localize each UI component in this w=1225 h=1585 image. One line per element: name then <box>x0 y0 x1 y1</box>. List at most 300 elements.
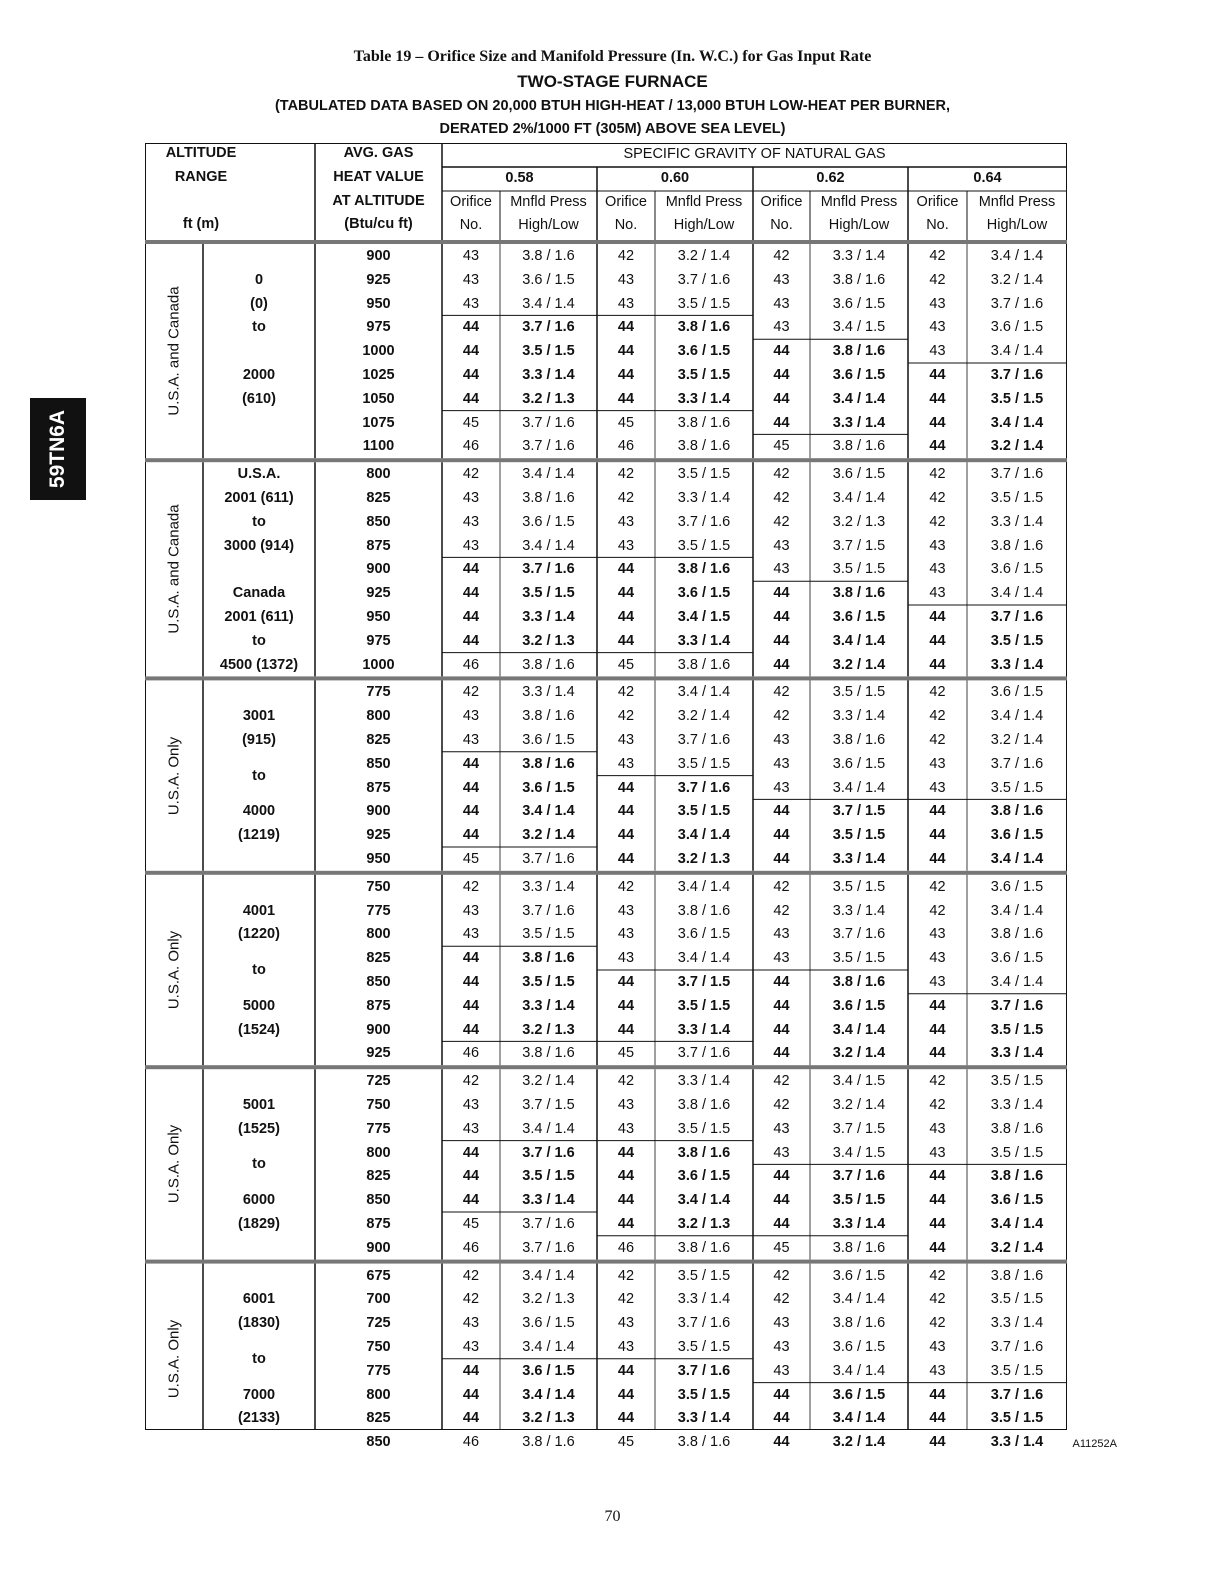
pressure-cell: 3.6 / 1.5 <box>677 342 731 359</box>
pressure-cell: 3.3 / 1.4 <box>677 489 731 506</box>
pressure-cell: 3.7 / 1.6 <box>522 414 575 431</box>
orifice-cell: 44 <box>929 608 946 625</box>
orifice-cell: 43 <box>773 1362 790 1379</box>
pressure-cell: 3.4 / 1.4 <box>522 1338 575 1355</box>
pressure-cell: 3.8 / 1.6 <box>677 1433 731 1450</box>
orifice-cell: 46 <box>462 656 480 673</box>
pressure-cell: 3.3 / 1.4 <box>677 1072 731 1089</box>
heat-value-cell: 875 <box>366 537 391 554</box>
pressure-cell: 3.3 / 1.4 <box>990 1433 1044 1450</box>
pressure-cell: 3.5 / 1.5 <box>677 1267 731 1284</box>
orifice-cell: 42 <box>773 513 790 530</box>
orifice-cell: 42 <box>773 707 790 724</box>
pressure-cell: 3.3 / 1.4 <box>677 1021 731 1038</box>
altitude-range-text: (1829) <box>238 1215 280 1232</box>
heat-value-cell: 750 <box>366 1338 391 1355</box>
orifice-cell: 43 <box>462 513 480 530</box>
orifice-cell: 43 <box>617 902 635 919</box>
specific-gravity-header: SPECIFIC GRAVITY OF NATURAL GAS <box>623 145 886 162</box>
orifice-cell: 42 <box>773 902 790 919</box>
pressure-cell: 3.5 / 1.5 <box>990 1072 1044 1089</box>
orifice-cell: 43 <box>462 926 480 943</box>
orifice-cell: 44 <box>617 1386 635 1403</box>
altitude-range-text: 2001 (611) <box>224 608 294 625</box>
orifice-cell: 42 <box>773 1291 790 1308</box>
orifice-cell: 44 <box>462 779 480 796</box>
region-label: U.S.A. Only <box>165 930 183 1010</box>
model-side-tab <box>30 398 86 500</box>
orifice-cell: 42 <box>617 489 635 506</box>
altitude-range-text: (610) <box>242 390 276 407</box>
group-separator-band <box>145 458 1067 462</box>
pressure-cell: 3.4 / 1.4 <box>677 1191 731 1208</box>
heat-value-cell: 800 <box>366 707 391 724</box>
altitude-range-text: to <box>252 1350 266 1367</box>
orifice-cell: 43 <box>462 731 480 748</box>
altitude-range-text: 2000 <box>242 366 276 383</box>
orifice-cell: 43 <box>462 247 480 264</box>
pressure-cell: 3.3 / 1.4 <box>832 850 886 867</box>
orifice-cell: 43 <box>773 295 790 312</box>
orifice-cell: 43 <box>929 949 946 966</box>
heat-value-cell: 800 <box>366 926 391 943</box>
pressure-cell: 3.5 / 1.5 <box>677 366 731 383</box>
pressure-cell: 3.8 / 1.6 <box>832 973 886 990</box>
heat-value-header: AT ALTITUDE <box>332 192 425 209</box>
pressure-cell: 3.7 / 1.6 <box>990 755 1044 772</box>
orifice-cell: 44 <box>929 803 946 820</box>
orifice-cell: 44 <box>462 561 480 578</box>
orifice-cell: 44 <box>462 803 480 820</box>
altitude-range-text: to <box>252 767 266 784</box>
pressure-cell: 3.8 / 1.6 <box>832 438 886 455</box>
orifice-cell: 43 <box>617 926 635 943</box>
pressure-cell: 3.6 / 1.5 <box>677 584 731 601</box>
pressure-cell: 3.7 / 1.6 <box>990 295 1044 312</box>
orifice-cell: 44 <box>773 656 790 673</box>
orifice-cell: 44 <box>617 1191 635 1208</box>
orifice-cell: 42 <box>773 489 790 506</box>
orifice-cell: 44 <box>617 997 635 1014</box>
figure-code: A11252A <box>1072 1438 1117 1450</box>
pressure-cell: 3.4 / 1.5 <box>677 608 731 625</box>
altitude-range-text: (915) <box>242 731 276 748</box>
pressure-cell: 3.8 / 1.6 <box>990 1120 1044 1137</box>
table-note-line1: (TABULATED DATA BASED ON 20,000 BTUH HIGH-HEAT / 13,000 BTUH LOW-HEAT PER BURNER, <box>274 98 951 114</box>
orifice-cell: 43 <box>617 949 635 966</box>
pressure-cell: 3.5 / 1.5 <box>990 779 1044 796</box>
orifice-cell: 46 <box>462 1433 480 1450</box>
pressure-cell: 3.8 / 1.6 <box>677 1239 731 1256</box>
pressure-cell: 3.5 / 1.5 <box>990 1144 1044 1161</box>
pressure-cell: 3.2 / 1.4 <box>990 1239 1044 1256</box>
heat-value-cell: 775 <box>366 684 391 701</box>
heat-value-cell: 850 <box>366 1433 391 1450</box>
orifice-cell: 44 <box>773 1215 790 1232</box>
orifice-cell: 43 <box>462 707 480 724</box>
orifice-cell: 43 <box>617 1120 635 1137</box>
orifice-cell: 44 <box>773 390 790 407</box>
orifice-cell: 42 <box>462 878 480 895</box>
page-number: 70 <box>604 1508 621 1525</box>
gravity-header: 0.58 <box>505 169 534 186</box>
pressure-cell: 3.3 / 1.4 <box>677 1410 731 1427</box>
heat-value-cell: 975 <box>366 632 391 649</box>
orifice-cell: 46 <box>617 1239 635 1256</box>
pressure-cell: 3.7 / 1.5 <box>832 803 886 820</box>
heat-value-cell: 1050 <box>362 390 395 407</box>
orifice-cell: 42 <box>773 247 790 264</box>
pressure-cell: 3.5 / 1.5 <box>677 803 731 820</box>
pressure-cell: 3.5 / 1.5 <box>677 537 731 554</box>
orifice-cell: 42 <box>929 489 946 506</box>
orifice-cell: 45 <box>617 414 635 431</box>
orifice-cell: 44 <box>929 390 946 407</box>
orifice-cell: 43 <box>773 537 790 554</box>
heat-value-cell: 800 <box>366 1386 391 1403</box>
region-label: U.S.A. and Canada <box>165 286 183 416</box>
heat-value-cell: 825 <box>366 949 391 966</box>
pressure-cell: 3.3 / 1.4 <box>990 1096 1044 1113</box>
orifice-cell: 44 <box>773 632 790 649</box>
orifice-cell: 44 <box>773 1191 790 1208</box>
orifice-cell: 44 <box>617 973 635 990</box>
orifice-cell: 45 <box>462 850 480 867</box>
altitude-range-text: 4001 <box>242 902 276 919</box>
altitude-range-text: to <box>252 632 266 649</box>
orifice-cell: 44 <box>929 1410 946 1427</box>
heat-value-cell: 925 <box>366 826 391 843</box>
orifice-cell: 42 <box>773 1072 790 1089</box>
orifice-cell: 44 <box>773 1168 790 1185</box>
altitude-range-text: (1830) <box>238 1314 280 1331</box>
pressure-cell: 3.3 / 1.4 <box>832 707 886 724</box>
pressure-cell: 3.8 / 1.6 <box>832 1239 886 1256</box>
altitude-range-text: to <box>252 319 266 336</box>
orifice-cell: 44 <box>773 803 790 820</box>
pressure-cell: 3.5 / 1.5 <box>522 926 575 943</box>
heat-value-cell: 775 <box>366 1120 391 1137</box>
pressure-cell: 3.2 / 1.3 <box>522 1291 575 1308</box>
pressure-cell: 3.3 / 1.4 <box>522 684 575 701</box>
orifice-cell: 45 <box>462 1215 480 1232</box>
pressure-cell: 3.2 / 1.4 <box>832 1045 886 1062</box>
orifice-cell: 45 <box>462 414 480 431</box>
group-separator-band <box>145 1065 1067 1069</box>
orifice-cell: 44 <box>773 608 790 625</box>
altitude-range-text: 4500 (1372) <box>219 656 299 673</box>
altitude-range-text: (1220) <box>238 926 280 943</box>
orifice-cell: 44 <box>929 826 946 843</box>
orifice-cell: 42 <box>929 271 946 288</box>
pressure-cell: 3.2 / 1.4 <box>677 707 731 724</box>
pressure-header: High/Low <box>518 216 579 233</box>
pressure-cell: 3.6 / 1.5 <box>990 1191 1044 1208</box>
heat-value-cell: 750 <box>366 878 391 895</box>
pressure-cell: 3.3 / 1.4 <box>990 1314 1044 1331</box>
orifice-cell: 44 <box>462 1021 480 1038</box>
orifice-cell: 42 <box>929 1072 946 1089</box>
pressure-cell: 3.5 / 1.5 <box>677 465 731 482</box>
orifice-cell: 44 <box>773 1386 790 1403</box>
pressure-cell: 3.6 / 1.5 <box>832 1338 886 1355</box>
pressure-cell: 3.6 / 1.5 <box>832 1267 886 1284</box>
pressure-cell: 3.4 / 1.4 <box>522 537 575 554</box>
orifice-cell: 44 <box>462 608 480 625</box>
orifice-cell: 43 <box>773 926 790 943</box>
heat-value-header: AVG. GAS <box>343 144 414 161</box>
pressure-cell: 3.6 / 1.5 <box>832 608 886 625</box>
pressure-cell: 3.7 / 1.6 <box>677 513 731 530</box>
table-title: Table 19 – Orifice Size and Manifold Pressure (In. W.C.) for Gas Input Rate <box>353 48 872 65</box>
pressure-cell: 3.4 / 1.4 <box>522 1386 575 1403</box>
pressure-cell: 3.4 / 1.4 <box>832 1362 886 1379</box>
orifice-cell: 44 <box>617 342 635 359</box>
orifice-cell: 44 <box>617 1410 635 1427</box>
orifice-header: No. <box>770 216 793 233</box>
orifice-cell: 42 <box>617 247 635 264</box>
pressure-cell: 3.5 / 1.5 <box>990 1362 1044 1379</box>
region-label: U.S.A. Only <box>165 736 183 815</box>
pressure-cell: 3.3 / 1.4 <box>990 656 1044 673</box>
pressure-cell: 3.7 / 1.6 <box>522 438 575 455</box>
pressure-cell: 3.6 / 1.5 <box>832 755 886 772</box>
pressure-cell: 3.4 / 1.4 <box>677 949 731 966</box>
orifice-cell: 46 <box>462 1045 480 1062</box>
altitude-range-text: 3000 (914) <box>223 537 295 554</box>
orifice-cell: 43 <box>617 1338 635 1355</box>
pressure-cell: 3.6 / 1.5 <box>832 295 886 312</box>
pressure-cell: 3.5 / 1.5 <box>990 1291 1044 1308</box>
pressure-cell: 3.8 / 1.6 <box>832 342 886 359</box>
pressure-cell: 3.6 / 1.5 <box>832 1386 886 1403</box>
orifice-cell: 45 <box>773 1239 790 1256</box>
pressure-cell: 3.7 / 1.6 <box>677 271 731 288</box>
pressure-cell: 3.7 / 1.6 <box>677 1314 731 1331</box>
orifice-cell: 42 <box>929 684 946 701</box>
altitude-header: ft (m) <box>182 215 220 232</box>
pressure-cell: 3.8 / 1.6 <box>522 1045 575 1062</box>
orifice-cell: 42 <box>773 1096 790 1113</box>
orifice-cell: 45 <box>617 656 635 673</box>
orifice-cell: 44 <box>617 561 635 578</box>
heat-value-cell: 900 <box>366 561 391 578</box>
group-separator-band <box>145 1260 1067 1264</box>
pressure-cell: 3.2 / 1.4 <box>522 826 575 843</box>
orifice-cell: 44 <box>773 997 790 1014</box>
orifice-cell: 43 <box>462 1120 480 1137</box>
orifice-cell: 43 <box>929 561 946 578</box>
orifice-cell: 43 <box>929 295 946 312</box>
pressure-cell: 3.4 / 1.4 <box>677 684 731 701</box>
heat-value-cell: 925 <box>366 1045 391 1062</box>
orifice-cell: 43 <box>462 1314 480 1331</box>
region-label: U.S.A. Only <box>165 1125 183 1204</box>
altitude-range-text: 2001 (611) <box>224 489 294 506</box>
pressure-cell: 3.5 / 1.5 <box>990 632 1044 649</box>
altitude-range-text: 5000 <box>242 997 276 1014</box>
orifice-cell: 43 <box>929 319 946 336</box>
orifice-cell: 42 <box>929 902 946 919</box>
orifice-cell: 42 <box>617 878 635 895</box>
pressure-cell: 3.4 / 1.4 <box>522 1267 575 1284</box>
pressure-cell: 3.4 / 1.4 <box>990 902 1044 919</box>
pressure-cell: 3.4 / 1.4 <box>832 1291 886 1308</box>
pressure-cell: 3.5 / 1.5 <box>677 1386 731 1403</box>
pressure-cell: 3.7 / 1.6 <box>990 1338 1044 1355</box>
orifice-cell: 44 <box>617 779 635 796</box>
pressure-cell: 3.7 / 1.6 <box>677 779 731 796</box>
pressure-cell: 3.8 / 1.6 <box>832 271 886 288</box>
pressure-header: High/Low <box>986 216 1048 233</box>
orifice-cell: 43 <box>617 513 635 530</box>
pressure-cell: 3.7 / 1.6 <box>677 731 731 748</box>
orifice-cell: 44 <box>929 1168 946 1185</box>
pressure-cell: 3.8 / 1.6 <box>522 489 575 506</box>
orifice-cell: 43 <box>617 271 635 288</box>
orifice-cell: 44 <box>929 1239 946 1256</box>
pressure-cell: 3.3 / 1.4 <box>677 1291 731 1308</box>
pressure-cell: 3.4 / 1.4 <box>990 850 1044 867</box>
heat-value-cell: 900 <box>366 1021 391 1038</box>
pressure-cell: 3.3 / 1.4 <box>832 247 886 264</box>
orifice-cell: 44 <box>462 949 480 966</box>
orifice-cell: 42 <box>617 1267 635 1284</box>
pressure-cell: 3.8 / 1.6 <box>522 755 575 772</box>
pressure-cell: 3.2 / 1.4 <box>990 271 1044 288</box>
orifice-cell: 44 <box>929 656 946 673</box>
pressure-cell: 3.7 / 1.5 <box>677 973 731 990</box>
orifice-cell: 42 <box>929 465 946 482</box>
altitude-range-text: 5001 <box>242 1096 276 1113</box>
orifice-cell: 44 <box>773 973 790 990</box>
pressure-cell: 3.3 / 1.4 <box>832 414 886 431</box>
pressure-cell: 3.2 / 1.4 <box>832 1096 886 1113</box>
pressure-cell: 3.5 / 1.5 <box>832 561 886 578</box>
pressure-cell: 3.5 / 1.5 <box>522 1168 575 1185</box>
orifice-cell: 44 <box>617 803 635 820</box>
orifice-cell: 44 <box>929 1215 946 1232</box>
pressure-cell: 3.5 / 1.5 <box>990 1410 1044 1427</box>
heat-value-cell: 850 <box>366 513 391 530</box>
orifice-cell: 43 <box>773 1120 790 1137</box>
heat-value-header: (Btu/cu ft) <box>344 215 413 232</box>
heat-value-cell: 875 <box>366 779 391 796</box>
pressure-cell: 3.5 / 1.5 <box>832 878 886 895</box>
orifice-cell: 43 <box>929 1338 946 1355</box>
pressure-cell: 3.5 / 1.5 <box>990 1021 1044 1038</box>
orifice-cell: 44 <box>617 319 635 336</box>
orifice-cell: 44 <box>462 584 480 601</box>
pressure-header: High/Low <box>828 216 890 233</box>
orifice-table <box>145 143 1067 1450</box>
pressure-cell: 3.8 / 1.6 <box>677 1144 731 1161</box>
pressure-cell: 3.6 / 1.5 <box>990 826 1044 843</box>
pressure-header: Mnfld Press <box>820 193 898 210</box>
pressure-cell: 3.5 / 1.5 <box>832 684 886 701</box>
altitude-range-text: to <box>252 513 266 530</box>
pressure-cell: 3.8 / 1.6 <box>522 707 575 724</box>
pressure-cell: 3.2 / 1.4 <box>677 247 731 264</box>
orifice-cell: 44 <box>929 1433 946 1450</box>
orifice-cell: 43 <box>462 902 480 919</box>
orifice-cell: 43 <box>929 1120 946 1137</box>
pressure-cell: 3.2 / 1.4 <box>832 656 886 673</box>
heat-value-cell: 950 <box>366 608 391 625</box>
orifice-header: Orifice <box>760 193 803 210</box>
heat-value-cell: 1000 <box>362 656 395 673</box>
orifice-cell: 44 <box>773 1410 790 1427</box>
pressure-cell: 3.5 / 1.5 <box>522 973 575 990</box>
orifice-header: Orifice <box>450 193 492 210</box>
pressure-cell: 3.6 / 1.5 <box>522 1314 575 1331</box>
altitude-range-text: to <box>252 961 266 978</box>
pressure-cell: 3.5 / 1.5 <box>522 584 575 601</box>
orifice-cell: 43 <box>617 295 635 312</box>
pressure-cell: 3.2 / 1.3 <box>522 390 575 407</box>
altitude-range-text: (1219) <box>238 826 280 843</box>
orifice-cell: 42 <box>462 1267 480 1284</box>
pressure-cell: 3.7 / 1.6 <box>832 926 886 943</box>
pressure-cell: 3.5 / 1.5 <box>832 949 886 966</box>
pressure-cell: 3.6 / 1.5 <box>522 513 575 530</box>
orifice-cell: 42 <box>617 707 635 724</box>
pressure-cell: 3.2 / 1.4 <box>990 438 1044 455</box>
heat-value-cell: 775 <box>366 1362 391 1379</box>
pressure-cell: 3.8 / 1.6 <box>832 731 886 748</box>
orifice-cell: 44 <box>462 1362 480 1379</box>
orifice-cell: 44 <box>617 366 635 383</box>
pressure-cell: 3.3 / 1.4 <box>832 1215 886 1232</box>
orifice-cell: 43 <box>462 295 480 312</box>
pressure-cell: 3.2 / 1.3 <box>522 1410 575 1427</box>
pressure-cell: 3.8 / 1.6 <box>522 247 575 264</box>
orifice-cell: 43 <box>929 755 946 772</box>
pressure-cell: 3.7 / 1.6 <box>990 366 1044 383</box>
pressure-cell: 3.7 / 1.6 <box>522 1215 575 1232</box>
orifice-cell: 43 <box>929 973 946 990</box>
heat-value-cell: 950 <box>366 295 391 312</box>
orifice-cell: 44 <box>773 1433 790 1450</box>
heat-value-cell: 775 <box>366 902 391 919</box>
orifice-cell: 44 <box>617 608 635 625</box>
altitude-range-text: (2133) <box>238 1410 280 1427</box>
altitude-range-text: 6000 <box>242 1191 276 1208</box>
pressure-cell: 3.8 / 1.6 <box>990 1267 1044 1284</box>
altitude-range-text: 6001 <box>242 1291 276 1308</box>
orifice-cell: 43 <box>617 537 635 554</box>
orifice-cell: 44 <box>462 1168 480 1185</box>
orifice-cell: 44 <box>929 1021 946 1038</box>
pressure-cell: 3.2 / 1.3 <box>522 632 575 649</box>
pressure-cell: 3.4 / 1.4 <box>522 295 575 312</box>
heat-value-cell: 925 <box>366 584 391 601</box>
pressure-cell: 3.2 / 1.4 <box>522 1072 575 1089</box>
orifice-header: No. <box>459 216 483 233</box>
orifice-cell: 43 <box>462 1096 480 1113</box>
pressure-header: Mnfld Press <box>978 193 1056 210</box>
pressure-cell: 3.4 / 1.4 <box>990 342 1044 359</box>
orifice-cell: 44 <box>773 826 790 843</box>
pressure-cell: 3.4 / 1.4 <box>832 390 886 407</box>
orifice-header: Orifice <box>916 193 959 210</box>
orifice-cell: 42 <box>462 1291 480 1308</box>
pressure-header: Mnfld Press <box>510 193 587 210</box>
orifice-cell: 44 <box>929 632 946 649</box>
altitude-range-text: Canada <box>232 584 286 601</box>
gravity-header: 0.60 <box>660 169 690 186</box>
pressure-cell: 3.7 / 1.6 <box>832 1168 886 1185</box>
